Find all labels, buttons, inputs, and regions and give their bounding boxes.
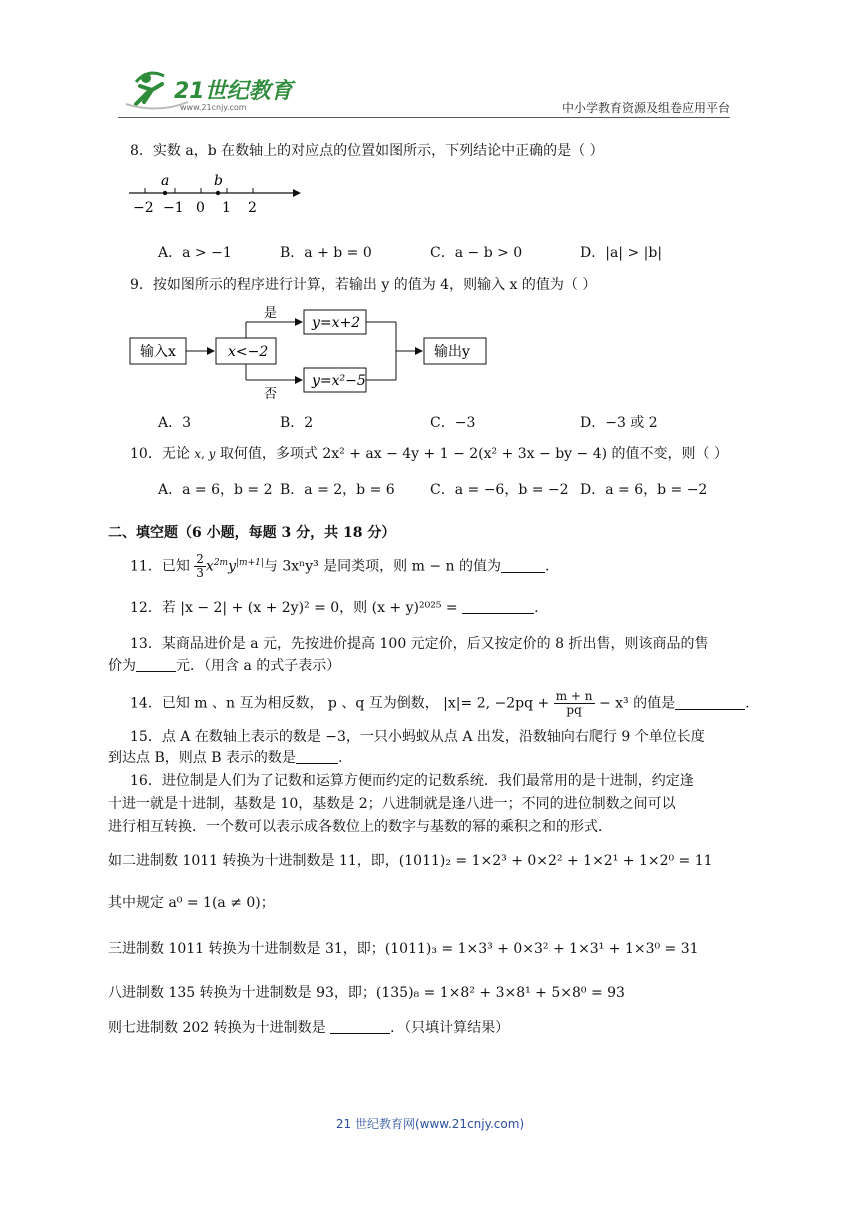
q11-x: x — [205, 558, 214, 575]
q11-frac-num: 2 — [196, 552, 204, 567]
question-16-example-ternary: 三进制数 1011 转换为十进制数是 31，即；(1011)₃ = 1×3³ + 0×3² + 1×3¹ + 1×3⁰ = 31 — [108, 941, 699, 957]
q16-ask-start: 则七进制数 202 转换为十进制数是 — [108, 1020, 331, 1036]
q10-option-d: D．a = 6，b = −2 — [580, 482, 708, 498]
logo-text: 21世纪教育 — [174, 79, 293, 104]
tick-label: 2 — [248, 200, 257, 216]
tick-label: −1 — [163, 200, 184, 216]
page-footer: 21 世纪教育网(www.21cnjy.com) — [335, 1117, 525, 1131]
q10-option-c: C．a = −6，b = −2 — [430, 482, 569, 498]
q12-end: . — [534, 600, 539, 616]
question-16-para3: 进行相互转换．一个数可以表示成各数位上的数字与基数的幂的乘积之和的形式． — [108, 819, 612, 835]
point-a-label: a — [161, 173, 170, 189]
q15-answer-blank[interactable] — [296, 749, 338, 764]
point-b-dot — [216, 191, 220, 195]
header-platform-text: 中小学教育资源及组卷应用平台 — [561, 101, 730, 115]
q10-stem-start: 10．无论 — [130, 446, 195, 462]
q9-option-c: C．−3 — [430, 415, 476, 431]
q11-fraction — [194, 553, 206, 580]
header-divider — [118, 117, 730, 118]
page-header — [118, 62, 730, 118]
question-15-line1: 15．点 A 在数轴上表示的数是 −3，一只小蚂蚁从点 A 出发，沿数轴向右爬行 9 个单位长度 — [130, 729, 705, 745]
question-14 — [130, 690, 750, 717]
question-16-ask — [108, 1018, 509, 1038]
question-16-example-octal: 八进制数 135 转换为十进制数是 93，即；(135)₈ = 1×8² + 3×8¹ + 5×8⁰ = 93 — [108, 985, 625, 1001]
q14-start: 14．已知 m 、n 互为相反数， p 、q 互为倒数， |x|= 2, −2pq + — [130, 695, 550, 712]
question-16-para2: 十进一就是十进制，基数是 10，基数是 2；八进制就是逢八进一；不同的进位制数之间可以 — [108, 796, 676, 812]
q16-answer-blank[interactable] — [330, 1019, 390, 1034]
q9-flowchart — [128, 302, 498, 400]
question-16-para1: 16．进位制是人们为了记数和运算方便而约定的记数系统．我们最常用的是十进制，约定逢 — [130, 773, 694, 789]
q8-option-a: A．a > −1 — [158, 245, 232, 261]
q8-number-line — [125, 168, 305, 218]
q14-frac-den: pq — [566, 703, 582, 717]
q14-frac-num: m + n — [555, 689, 593, 703]
q9-option-b: B．2 — [280, 415, 314, 431]
tick-label: −2 — [133, 200, 154, 216]
tick-label: 1 — [222, 200, 231, 216]
condition-label: x<−2 — [228, 344, 269, 360]
q10-option-a: A．a = 6，b = 2 — [158, 482, 273, 498]
no-label: 否 — [264, 387, 278, 400]
q8-option-c: C．a − b > 0 — [430, 245, 523, 261]
q13-answer-blank[interactable] — [136, 657, 176, 672]
q9-option-a: A．3 — [158, 415, 192, 431]
q14-middle: − x³ 的值是 — [598, 695, 676, 712]
site-logo — [118, 62, 318, 116]
question-8-stem: 8．实数 a，b 在数轴上的对应点的位置如图所示，下列结论中正确的是（ ） — [130, 143, 604, 159]
question-12 — [130, 598, 539, 618]
q11-frac-den: 3 — [196, 566, 204, 581]
yes-branch-label: y=x+2 — [312, 315, 361, 331]
q11-answer-blank[interactable] — [501, 558, 545, 573]
question-11 — [130, 553, 549, 580]
tick-label: 0 — [196, 200, 205, 216]
yes-label: 是 — [264, 306, 278, 321]
q15-line2-end: . — [337, 750, 343, 766]
q12-answer-blank[interactable] — [462, 599, 534, 614]
section-heading: 二、填空题（6 小题，每题 3 分，共 18 分） — [108, 525, 396, 541]
q8-option-b: B．a + b = 0 — [280, 245, 372, 261]
input-box-label: 输入x — [140, 344, 176, 360]
q10-option-b: B．a = 2，b = 6 — [280, 482, 395, 498]
question-15-line2 — [108, 748, 342, 768]
q11-end: . — [545, 558, 550, 575]
q11-exp-x: 2m — [213, 558, 229, 568]
question-10-stem — [130, 444, 728, 464]
q13-line2-end: 元．（用含 a 的式子表示） — [176, 658, 341, 674]
no-branch-label: y=x²−5 — [312, 373, 366, 389]
q9-option-d: D．−3 或 2 — [580, 415, 658, 431]
point-b-label: b — [214, 173, 223, 189]
q11-prefix: 11．已知 — [130, 558, 190, 575]
q10-stem-end: 取何值，多项式 2x² + ax − 4y + 1 − 2(x² + 3x − by − 4) 的值不变，则（ ） — [215, 446, 728, 462]
q11-middle: 与 3xⁿy³ 是同类项，则 m − n 的值为 — [263, 558, 501, 575]
question-13-line1: 13．某商品进价是 a 元，先按进价提高 100 元定价，后又按定价的 8 折出售，则该商品的售 — [130, 636, 709, 652]
q13-line2-start: 价为 — [108, 658, 136, 674]
question-13-line2 — [108, 656, 340, 676]
q14-answer-blank[interactable] — [675, 695, 745, 710]
question-9-stem: 9．按如图所示的程序进行计算，若输出 y 的值为 4，则输入 x 的值为（ ） — [130, 277, 597, 293]
output-box-label: 输出y — [434, 344, 470, 360]
question-16-example-binary: 如二进制数 1011 转换为十进制数是 11，即，(1011)₂ = 1×2³ + 0×2² + 1×2¹ + 1×2⁰ = 11 — [108, 853, 713, 869]
q14-end: . — [745, 695, 750, 712]
q14-fraction — [554, 690, 595, 717]
point-a-dot — [163, 191, 167, 195]
q12-text: 12．若 |x − 2| + (x + 2y)² = 0，则 (x + y)²⁰²⁵ = — [130, 600, 458, 616]
logo-url-text: www.21cnjy.com — [180, 103, 247, 112]
q11-y: y — [228, 558, 237, 575]
q10-variables: x, y — [194, 447, 216, 461]
question-16-rule: 其中规定 a⁰ = 1(a ≠ 0)； — [108, 895, 275, 911]
q15-line2-start: 到达点 B，则点 B 表示的数是 — [108, 750, 296, 766]
q8-option-d: D．|a| > |b| — [580, 245, 663, 261]
q11-exp-y: |m+1| — [236, 558, 264, 568]
q16-ask-end: ．（只填计算结果） — [390, 1020, 510, 1036]
